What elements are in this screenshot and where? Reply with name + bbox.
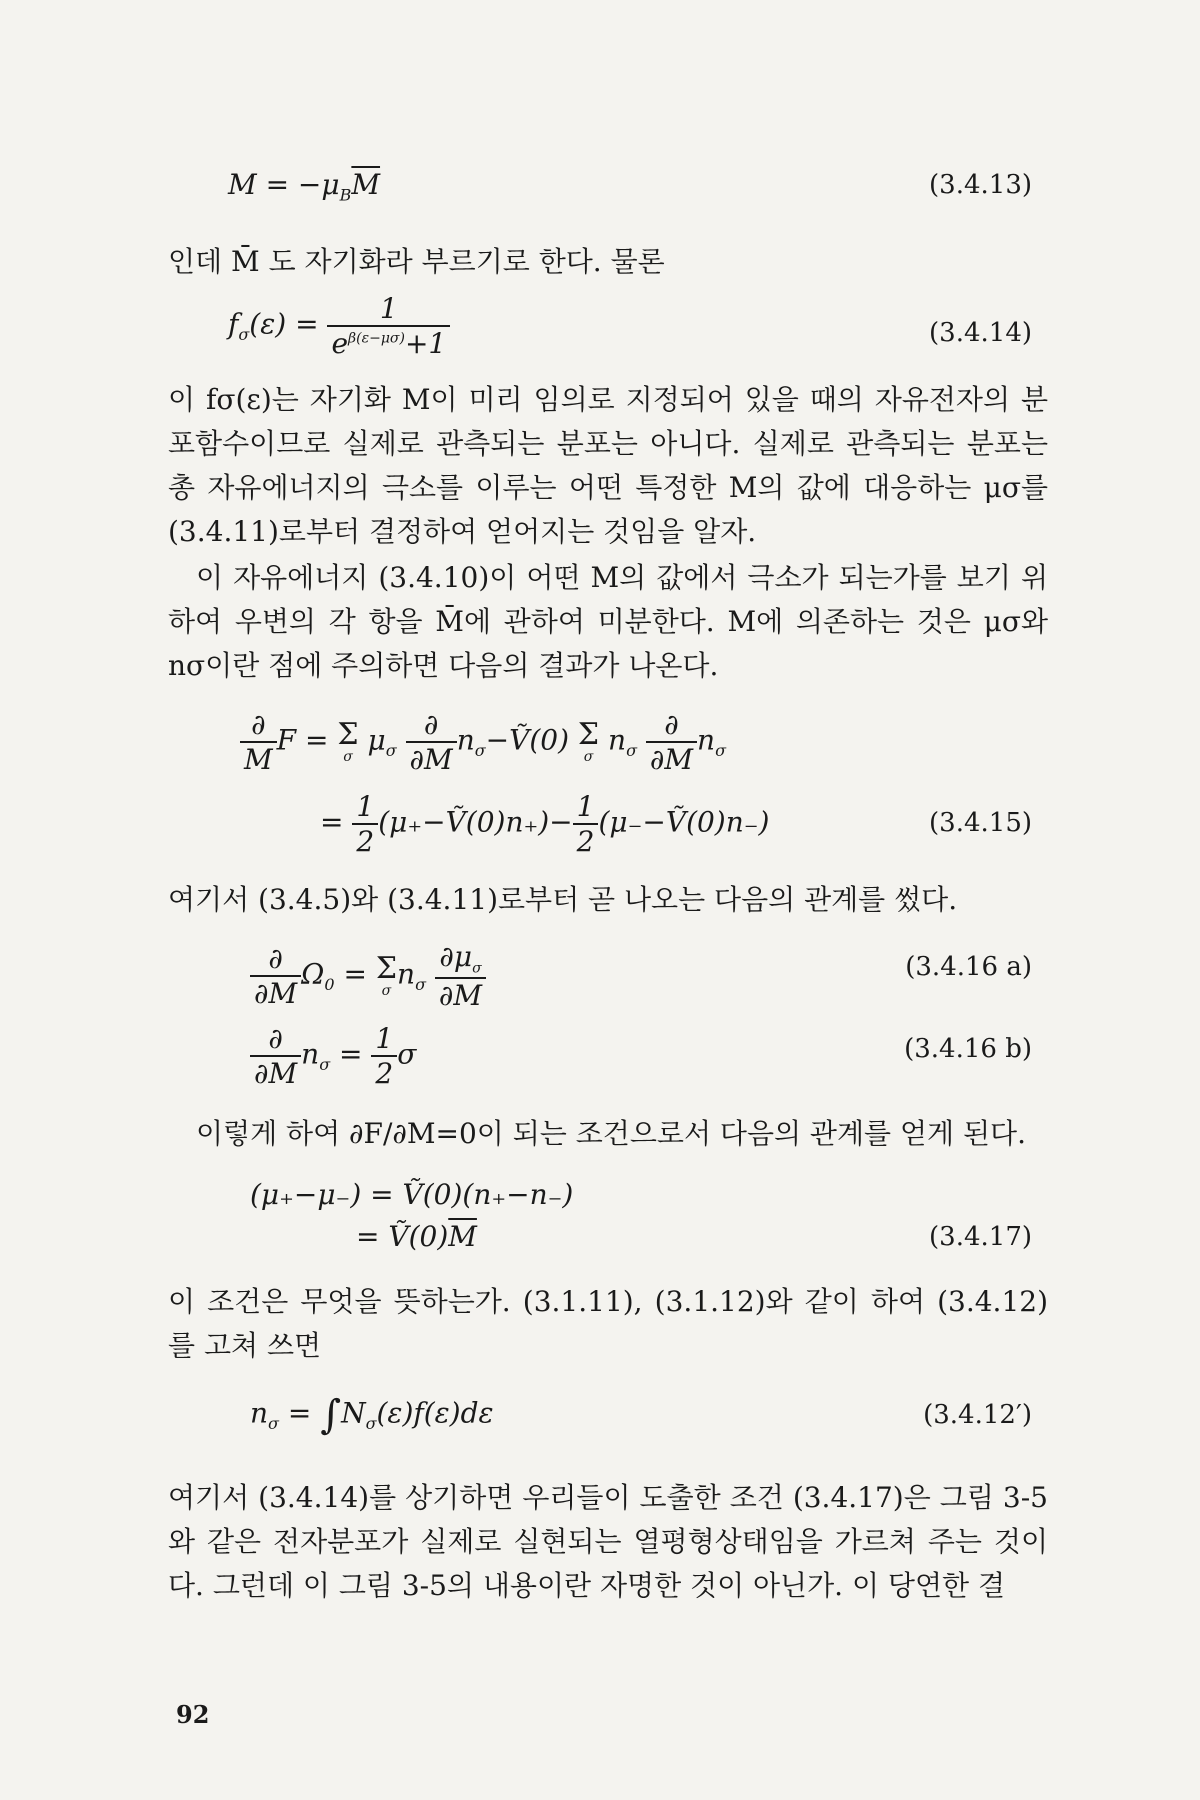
equation-number: (3.4.12′) <box>923 1400 1032 1430</box>
equation-3-4-16b: $\frac{\partial}{\partial\overline{M}}$ $n_\sigma$ = $\frac{1}{2}$ σ <box>250 1022 416 1090</box>
equation-3-4-12-prime: $n_\sigma = \int N_\sigma(\varepsilon)f(\varepsilon)d\varepsilon$ <box>250 1392 494 1438</box>
paragraph: 이 조건은 무엇을 뜻하는가. (3.1.11), (3.1.12)와 같이 하여 (3.4.12)를 고쳐 쓰면 <box>168 1285 1048 1362</box>
equation-number: (3.4.16 b) <box>904 1034 1032 1064</box>
paragraph: 여기서 (3.4.14)를 상기하면 우리들이 도출한 조건 (3.4.17)은 그림 3-5와 같은 전자분포가 실제로 실현되는 열평형상태임을 가르쳐 주는 것이다. 그런데 이 그림 3-5의 내용이란 자명한 것이 아닌가. 이 당연한 결 <box>168 1481 1048 1602</box>
equation-3-4-17-line1: (μ₊−μ₋) = Ṽ(0)(n₊−n₋) <box>250 1178 574 1211</box>
equation-3-4-17-line2: = $Ṽ(0)\overline{M}$ <box>356 1220 477 1253</box>
paragraph: 이 자유에너지 (3.4.10)이 어떤 M의 값에서 극소가 되는가를 보기 위하여 우변의 각 항을 M̄에 관하여 미분한다. M에 의존하는 것은 μσ와 nσ이란 점에 주의하면 다음의 결과가 나온다. <box>168 561 1048 682</box>
equation-number: (3.4.17) <box>929 1222 1032 1252</box>
equation-3-4-14: $f_\sigma(\varepsilon)$ = $\frac{1}{e^{\beta(\varepsilon-\mu\sigma)}+1}$ <box>228 292 450 360</box>
paragraph: 여기서 (3.4.5)와 (3.4.11)로부터 곧 나오는 다음의 관계를 썼다. <box>168 883 958 916</box>
equation-number: (3.4.13) <box>929 170 1032 200</box>
equation-number: (3.4.16 a) <box>905 952 1032 982</box>
equation-number: (3.4.14) <box>929 318 1032 348</box>
equation-3-4-13: $M = -\mu_B\overline{M}$ <box>228 168 381 205</box>
paragraph: 이렇게 하여 ∂F/∂M=0이 되는 조건으로서 다음의 관계를 얻게 된다. <box>196 1117 1026 1150</box>
paragraph: 이 fσ(ε)는 자기화 M이 미리 임의로 지정되어 있을 때의 자유전자의 분포함수이므로 실제로 관측되는 분포는 아니다. 실제로 관측되는 분포는 총 자유에너지의 극소를 이루는 어떤 특정한 M의 값에 대응하는 μσ를 (3.4.11)로부터 결정하여 얻어지는 것임을 알자. <box>168 383 1048 548</box>
fraction: $\frac{1}{e^{\beta(\varepsilon-\mu\sigma)}+1}$ <box>327 292 450 360</box>
equation-3-4-15-line1: $\frac{\partial}{M}$ F = Σ σ $\mu_\sigma$ $\frac{\partial}{\partial\overline{M}}$ $n_\sigma-Ṽ(0)$ Σ σ $n_\sigma$ $\frac{\partial}{\partial\overline{M}}$ $n_\sigma$ <box>240 708 726 776</box>
equation-3-4-15-line2: = $\frac{1}{2}$ (μ₊−Ṽ(0)n₊)− $\frac{1}{2}$ (μ₋−Ṽ(0)n₋) <box>320 790 770 858</box>
equation-3-4-16a: $\frac{\partial}{\partial\overline{M}}$ $\Omega_0$ = Σ σ $n_\sigma$ $\frac{\partial\mu_\sigma}{\partial\overline{M}}$ <box>250 940 486 1012</box>
equation-number: (3.4.15) <box>929 808 1032 838</box>
page-number: 92 <box>176 1700 210 1729</box>
paragraph: 인데 M̄ 도 자기화라 부르기로 한다. 물론 <box>168 245 665 278</box>
